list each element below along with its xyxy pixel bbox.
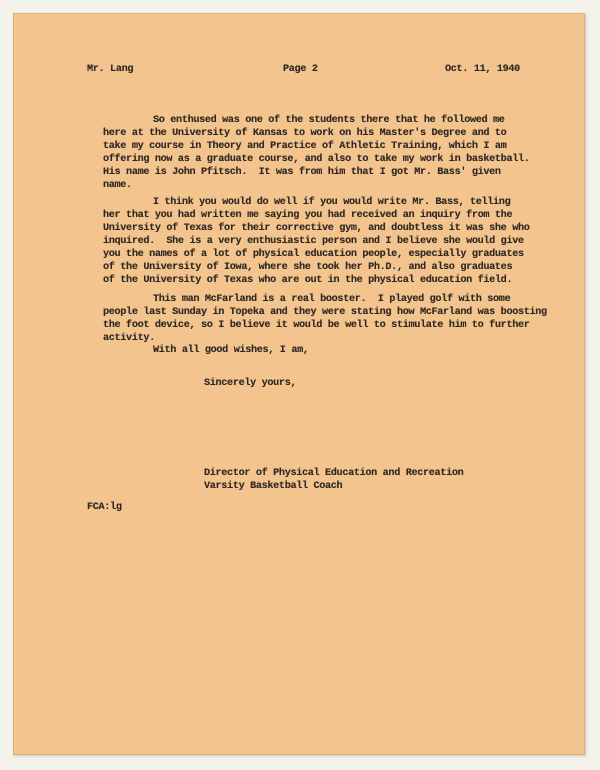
paragraph-line: take my course in Theory and Practice of Athletic Training, which I am [103, 141, 507, 152]
paragraph-line: offering now as a graduate course, and also to take my work in basketball. [103, 154, 530, 165]
paragraph-line: her that you had written me saying you had received an inquiry from the [103, 210, 513, 221]
signature-title-director: Director of Physical Education and Recreation [204, 468, 464, 479]
paragraph-line: I think you would do well if you would write Mr. Bass, telling [153, 197, 511, 208]
paragraph-line: activity. [103, 333, 155, 344]
paragraph-line: His name is John Pfitsch. It was from him that I got Mr. Bass' given [103, 167, 501, 178]
typist-initials: FCA:lg [87, 502, 122, 513]
paragraph-line: of the University of Texas who are out in the physical education field. [103, 275, 513, 286]
recipient-name: Mr. Lang [87, 64, 134, 75]
paragraph-line: you the names of a lot of physical education people, especially graduates [103, 249, 524, 260]
letter-date: Oct. 11, 1940 [445, 64, 520, 75]
paragraph-line: So enthused was one of the students there that he followed me [153, 115, 505, 126]
closing-sincerely: Sincerely yours, [204, 378, 297, 389]
paragraph-line: name. [103, 180, 132, 191]
paragraph-line: This man McFarland is a real booster. I played golf with some [153, 294, 511, 305]
paragraph-line: the foot device, so I believe it would be well to stimulate him to further [103, 320, 530, 331]
page-number: Page 2 [283, 64, 318, 75]
paragraph-line: here at the University of Kansas to work on his Master's Degree and to [103, 128, 507, 139]
signature-title-coach: Varsity Basketball Coach [204, 481, 343, 492]
paragraph-line: people last Sunday in Topeka and they were stating how McFarland was boosting [103, 307, 547, 318]
paragraph-line: University of Texas for their corrective gym, and doubtless it was she who [103, 223, 530, 234]
paragraph-line: of the University of Iowa, where she took her Ph.D., and also graduates [103, 262, 513, 273]
closing-wishes: With all good wishes, I am, [153, 345, 309, 356]
paragraph-line: inquired. She is a very enthusiastic person and I believe she would give [103, 236, 524, 247]
